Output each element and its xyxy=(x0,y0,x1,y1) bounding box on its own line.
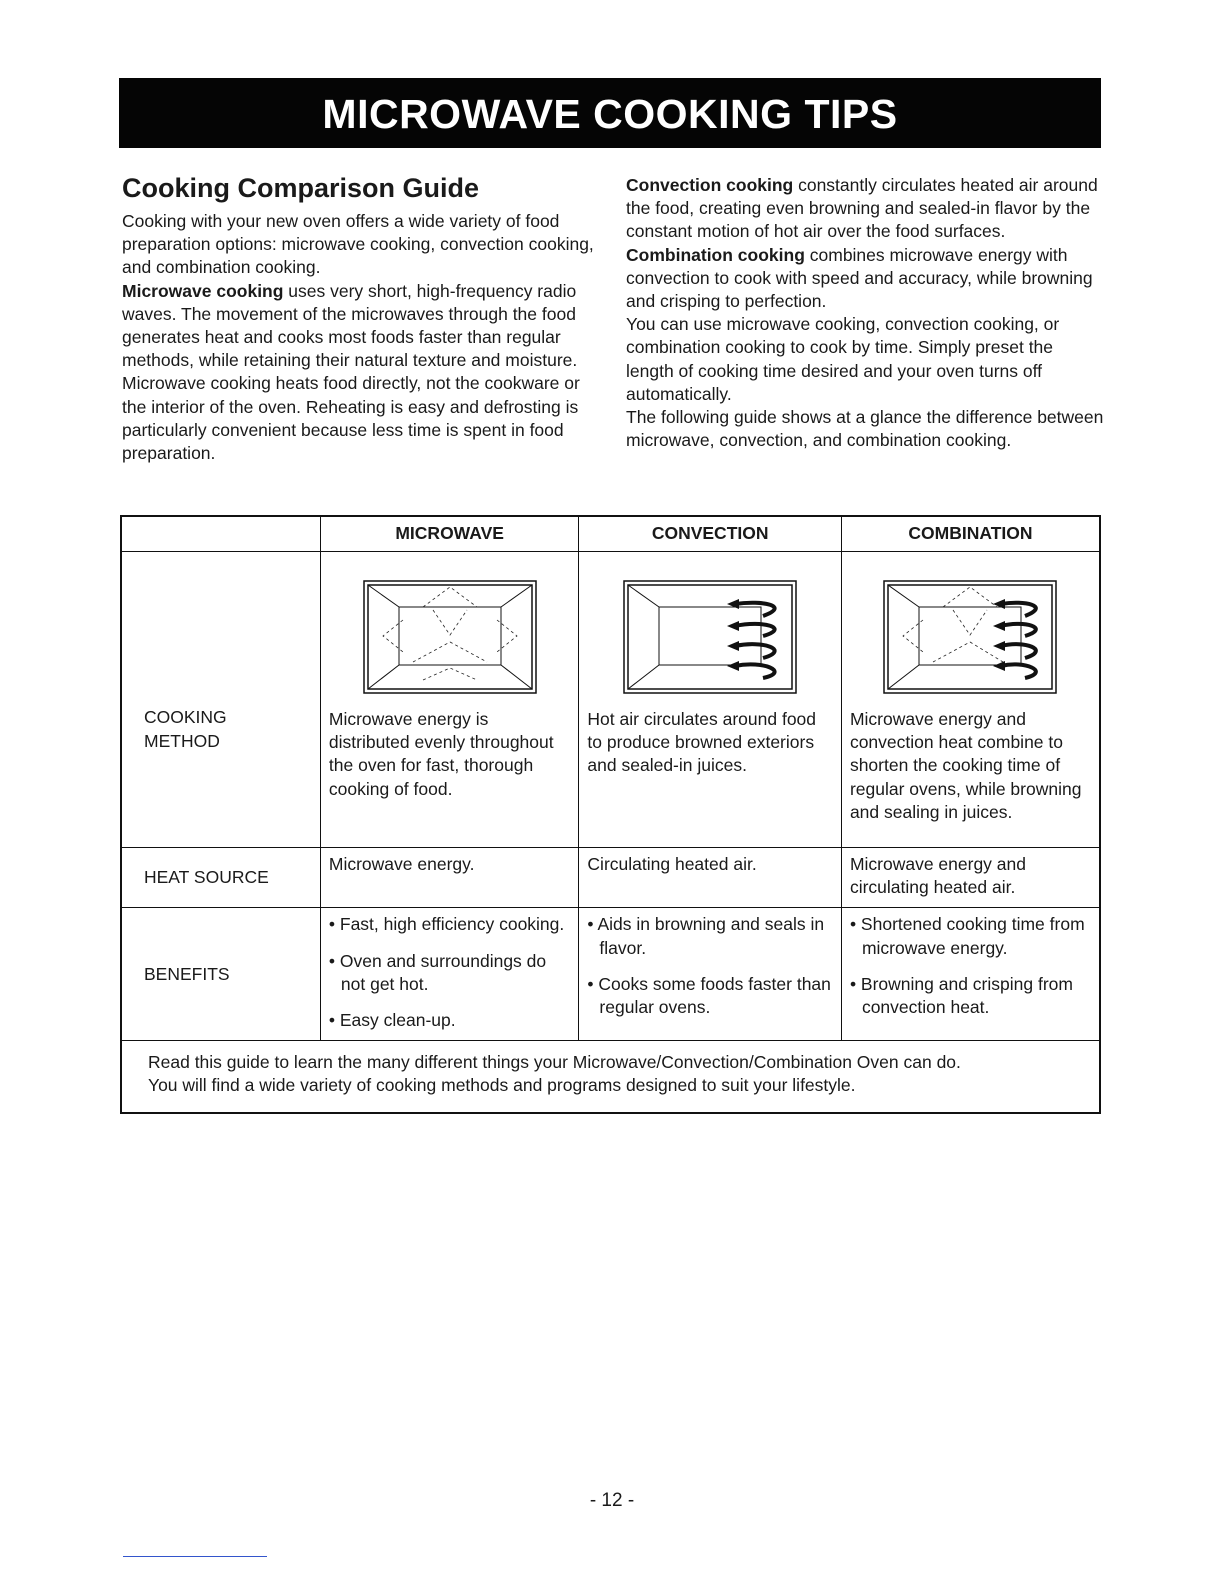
row-label-method: METHOD xyxy=(144,730,220,751)
benefit-item: • Browning and crisping from convection heat. xyxy=(849,973,1073,1018)
cell-heat-microwave: Microwave energy. xyxy=(320,848,579,908)
method-convection-text: Hot air circulates around food to produce browned exteriors and sealed-in juices. xyxy=(587,709,817,776)
footer-rule xyxy=(123,1556,267,1557)
row-heat-source xyxy=(121,848,1100,908)
convection-diagram-icon xyxy=(623,580,797,694)
convection-term: Convection cooking xyxy=(626,175,794,195)
benefit-item: • Cooks some foods faster than regular ovens. xyxy=(587,973,831,1018)
row-label-cooking: COOKING xyxy=(144,707,227,728)
following-paragraph: The following guide shows at a glance the difference between microwave, convection, and combination cooking. xyxy=(626,407,1104,451)
method-microwave-text: Microwave energy is distributed evenly throughout the oven for fast, thorough cooking of food. xyxy=(328,709,554,799)
header-convection: CONVECTION xyxy=(579,516,842,552)
footer-line-2: You will find a wide variety of cooking methods and programs designed to suit your lifestyle. xyxy=(148,1075,856,1096)
row-cooking-method xyxy=(121,552,1100,848)
combination-description: combines microwave energy with convection to cook with speed and accuracy, while browning and crisping to perfection. xyxy=(626,244,1093,312)
footer-line-1: Read this guide to learn the many different things your Microwave/Convection/Combination Oven can do. xyxy=(148,1052,961,1073)
method-combination-text: Microwave energy and convection heat combine to shorten the cooking time of regular ovens, while browning and sealing in juices. xyxy=(849,709,1082,822)
left-column xyxy=(122,170,600,465)
combination-term: Combination cooking xyxy=(626,244,805,265)
microwave-description: uses very short, high-frequency radio waves. The movement of the microwaves through the food generates heat and cooks most foods faster than regular methods, while retaining their natural texture and moisture. Microwave cooking heats food directly, not the cookware or the interior of the oven. Reheating is easy and defrosting is particularly convenient because less time is spent in food preparation. xyxy=(122,280,580,464)
combination-diagram-icon xyxy=(883,580,1057,694)
row-label-benefits: BENEFITS xyxy=(121,908,320,1041)
benefit-item: • Fast, high efficiency cooking. xyxy=(328,914,565,935)
microwave-term: Microwave cooking xyxy=(122,280,284,301)
microwave-diagram-icon xyxy=(363,580,537,694)
microwave-paragraph xyxy=(122,280,600,466)
row-benefits xyxy=(121,908,1100,1041)
row-label-heat-source: HEAT SOURCE xyxy=(121,848,320,908)
header-microwave: MICROWAVE xyxy=(320,516,579,552)
intro-paragraph: Cooking with your new oven offers a wide variety of food preparation options: microwave cooking, convection cooking, and combination cooking. xyxy=(122,211,594,278)
benefit-item: • Aids in browning and seals in flavor. xyxy=(587,914,825,958)
section-heading: Cooking Comparison Guide xyxy=(122,173,480,203)
table-footer-note xyxy=(121,1041,1100,1113)
benefit-item: • Oven and surroundings do not get hot. xyxy=(328,950,547,994)
header-empty xyxy=(121,516,320,552)
cell-benefits-combination xyxy=(841,908,1100,1041)
cell-heat-convection: Circulating heated air. xyxy=(579,848,842,908)
combination-paragraph xyxy=(626,244,1104,314)
cell-method-microwave xyxy=(320,552,579,848)
page-banner: MICROWAVE COOKING TIPS xyxy=(119,78,1101,148)
cell-method-convection xyxy=(579,552,842,848)
time-paragraph: You can use microwave cooking, convection cooking, or combination cooking to cook by time. Simply preset the length of cooking time desired and your oven turns off automatically. xyxy=(626,314,1060,404)
row-label-cooking-method xyxy=(121,552,320,848)
right-column xyxy=(626,174,1104,452)
table-footer-row xyxy=(121,1041,1100,1113)
cell-method-combination xyxy=(841,552,1100,848)
page-number: - 12 - xyxy=(589,1490,635,1511)
comparison-table xyxy=(120,515,1101,1114)
benefit-item: • Shortened cooking time from microwave energy. xyxy=(849,914,1085,958)
cell-benefits-microwave xyxy=(320,908,579,1041)
cell-benefits-convection xyxy=(579,908,842,1041)
convection-description: constantly circulates heated air around the food, creating even browning and sealed-in flavor by the constant motion of hot air over the food surfaces. xyxy=(626,175,1098,242)
cell-heat-combination: Microwave energy and circulating heated air. xyxy=(841,848,1100,908)
table-header-row xyxy=(121,516,1100,552)
header-combination: COMBINATION xyxy=(841,516,1100,552)
convection-paragraph xyxy=(626,174,1104,244)
benefit-item: • Easy clean-up. xyxy=(328,1010,456,1031)
